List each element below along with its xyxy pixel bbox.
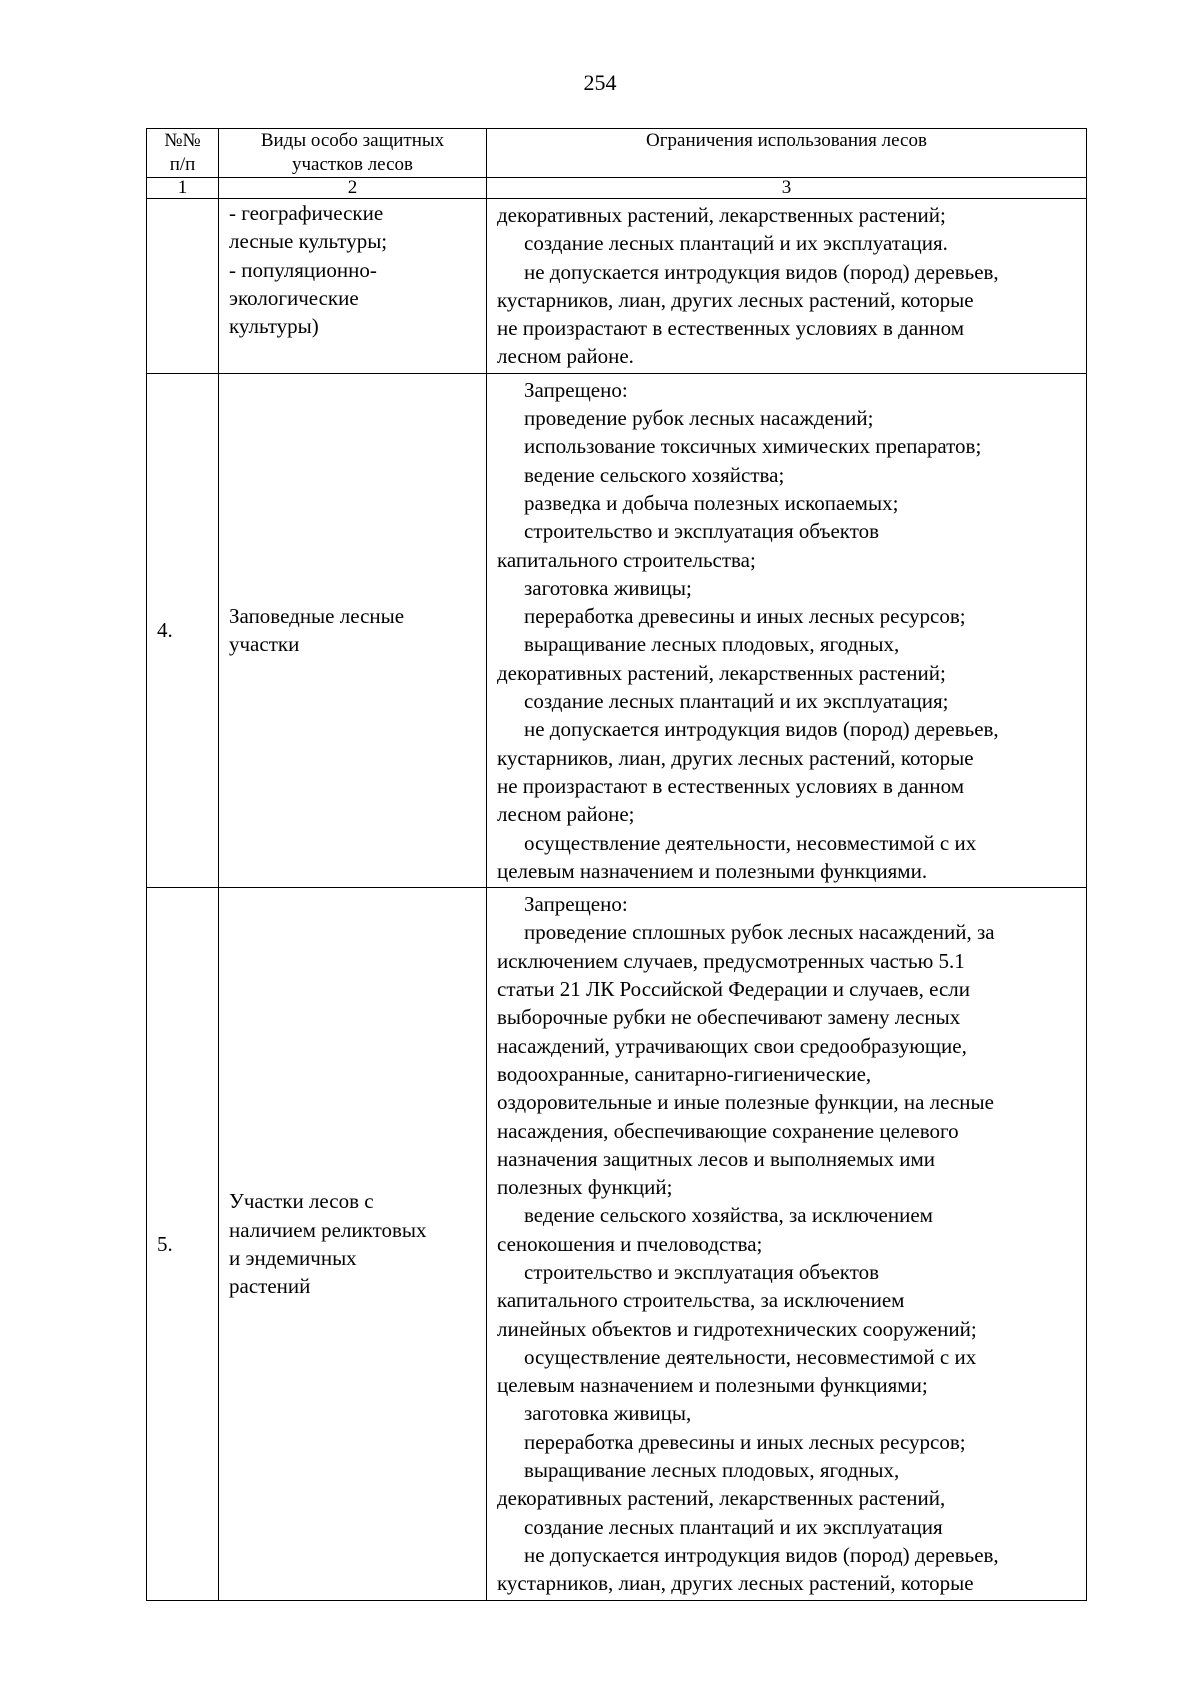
table-body	[147, 199, 1087, 1601]
restriction-line: строительство и эксплуатация объектов	[524, 519, 880, 544]
restriction-line: насаждения, обеспечивающие сохранение целевого	[497, 1118, 959, 1143]
header-number-line: №№	[164, 130, 201, 151]
restriction-line: строительство и эксплуатация объектов	[524, 1259, 880, 1284]
restriction-line: осуществление деятельности, несовместимой с их	[524, 1344, 977, 1369]
restriction-line: кустарников, лиан, других лесных растений, которые	[497, 745, 974, 770]
restriction-line: переработка древесины и иных лесных ресурсов;	[524, 604, 966, 629]
kind-line: и эндемичных	[229, 1245, 357, 1270]
kind-line: экологические	[229, 285, 359, 310]
restriction-line: капитального строительства, за исключением	[497, 1288, 905, 1313]
restriction-line: декоративных растений, лекарственных растений;	[497, 203, 946, 227]
restriction-line: проведение рубок лесных насаждений;	[524, 406, 874, 431]
column-number: 1	[147, 178, 219, 199]
kind-line: Заповедные лесные	[229, 604, 405, 629]
header-restriction-col	[487, 129, 1087, 178]
restriction-line: создание лесных плантаций и их эксплуатация;	[524, 689, 949, 714]
restriction-line: Запрещено:	[524, 892, 628, 917]
row-number: 5.	[147, 888, 219, 1600]
restriction-line: Запрещено:	[524, 377, 628, 402]
restriction-line: не произрастают в естественных условиях в данном	[497, 773, 965, 798]
restriction-line: не допускается интродукция видов (пород) деревьев,	[524, 259, 999, 284]
restriction-line: создание лесных плантаций и их эксплуатация.	[524, 231, 948, 256]
restriction-line: лесном районе;	[497, 802, 635, 827]
restriction-line: целевым назначением и полезными функциями.	[497, 858, 928, 883]
restriction-line: водоохранные, санитарно-гигиенические,	[497, 1061, 872, 1086]
table-row	[147, 888, 1087, 1600]
restriction-line: оздоровительные и иные полезные функции, на лесные	[497, 1090, 994, 1115]
protected-area-kind	[219, 888, 487, 1600]
restriction-line: заготовка живицы;	[524, 575, 692, 600]
restriction-line: ведение сельского хозяйства, за исключением	[524, 1203, 933, 1228]
header-number-line: п/п	[169, 154, 196, 175]
restriction-line: декоративных растений, лекарственных растений,	[497, 1486, 946, 1511]
restriction-line: полезных функций;	[497, 1175, 673, 1200]
kind-line: - популяционно-	[229, 257, 377, 282]
kind-line: участки	[229, 632, 300, 657]
restriction-line: кустарников, лиан, других лесных растений, которые	[497, 1571, 974, 1596]
restriction-line: капитального строительства;	[497, 547, 756, 572]
restriction-line: линейных объектов и гидротехнических сооружений;	[497, 1316, 977, 1341]
restriction-line: разведка и добыча полезных ископаемых;	[524, 490, 899, 515]
restriction-line: декоративных растений, лекарственных растений;	[497, 660, 946, 685]
header-number-col	[147, 129, 219, 178]
restriction-line: выращивание лесных плодовых, ягодных,	[524, 632, 900, 657]
restriction-line: использование токсичных химических препаратов;	[524, 434, 982, 459]
restriction-line: не произрастают в естественных условиях в данном	[497, 316, 965, 341]
kind-line: наличием реликтовых	[229, 1217, 427, 1242]
restriction-line: не допускается интродукция видов (пород) деревьев,	[524, 717, 999, 742]
column-number: 3	[487, 178, 1087, 199]
header-kind-col	[219, 129, 487, 178]
usage-restrictions	[487, 199, 1087, 374]
kind-line: культуры)	[229, 314, 319, 339]
page-number: 254	[583, 70, 617, 95]
kind-line: растений	[229, 1274, 311, 1299]
restriction-line: целевым назначением и полезными функциями;	[497, 1373, 928, 1398]
table-row	[147, 373, 1087, 887]
usage-restrictions	[487, 373, 1087, 887]
restriction-line: статьи 21 ЛК Российской Федерации и случаев, если	[497, 977, 970, 1002]
protected-area-kind	[219, 373, 487, 887]
restriction-line: выборочные рубки не обеспечивают замену лесных	[497, 1005, 961, 1030]
restriction-line: кустарников, лиан, других лесных растений, которые	[497, 287, 974, 312]
row-number-empty	[147, 199, 219, 374]
restriction-line: выращивание лесных плодовых, ягодных,	[524, 1458, 900, 1483]
restriction-line: переработка древесины и иных лесных ресурсов;	[524, 1429, 966, 1454]
restriction-line: назначения защитных лесов и выполняемых ими	[497, 1146, 936, 1171]
column-number: 2	[219, 178, 487, 199]
kind-line: Участки лесов с	[229, 1189, 374, 1214]
table-row	[147, 199, 1087, 374]
restriction-line: не допускается интродукция видов (пород) деревьев,	[524, 1542, 999, 1567]
usage-restrictions	[487, 888, 1087, 1600]
restriction-line: проведение сплошных рубок лесных насаждений, за	[524, 920, 995, 945]
restriction-line: осуществление деятельности, несовместимой с их	[524, 830, 977, 855]
column-numbers-row	[147, 178, 1087, 199]
restrictions-table	[146, 128, 1087, 1601]
kind-line: лесные культуры;	[229, 229, 388, 254]
header-kind-line: Виды особо защитных	[260, 130, 445, 151]
table-header-row	[147, 129, 1087, 178]
restriction-line: сенокошения и пчеловодства;	[497, 1231, 763, 1256]
row-number: 4.	[147, 373, 219, 887]
header-kind-line: участков лесов	[291, 154, 413, 175]
restriction-line: ведение сельского хозяйства;	[524, 462, 785, 487]
restriction-line: лесном районе.	[497, 344, 634, 369]
header-restriction-line: Ограничения использования лесов	[646, 130, 927, 151]
restriction-line: исключением случаев, предусмотренных частью 5.1	[497, 948, 965, 973]
restriction-line: создание лесных плантаций и их эксплуатация	[524, 1514, 943, 1539]
restriction-line: насаждений, утрачивающих свои средообразующие,	[497, 1033, 967, 1058]
kind-line: - географические	[229, 201, 384, 225]
restriction-line: заготовка живицы,	[524, 1401, 692, 1426]
protected-area-kind	[219, 199, 487, 374]
